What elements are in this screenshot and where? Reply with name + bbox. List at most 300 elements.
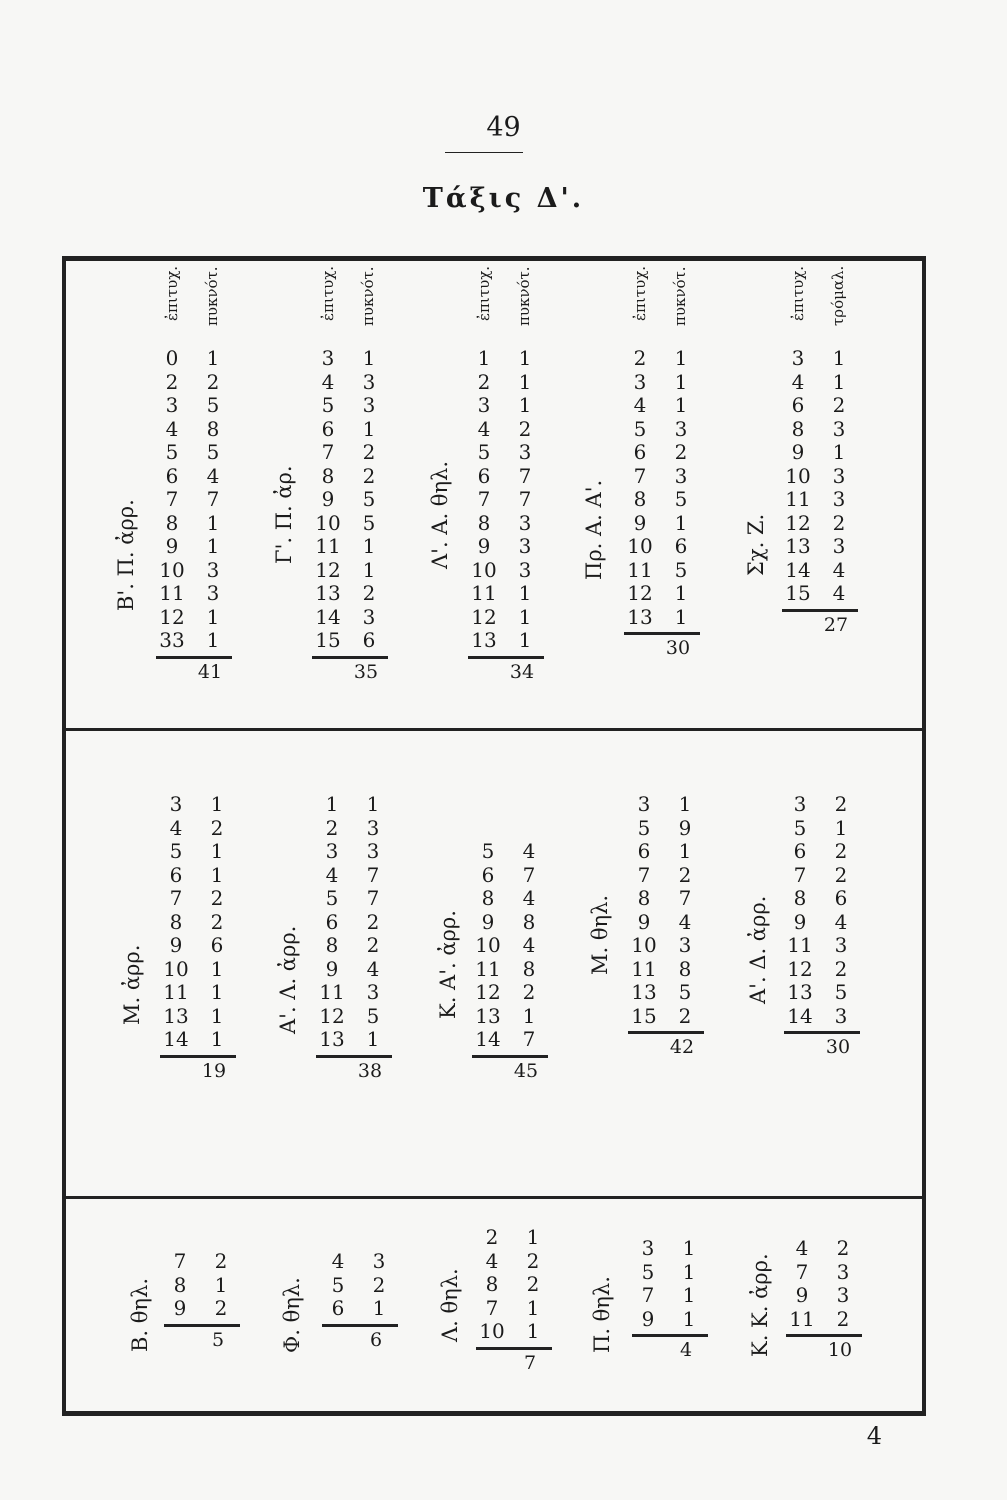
success-value: 9 bbox=[641, 1306, 655, 1331]
success-value: 13 bbox=[315, 581, 341, 605]
sum-value: 27 bbox=[823, 613, 849, 636]
success-value: 9 bbox=[793, 909, 807, 934]
density-value: 3 bbox=[362, 369, 376, 394]
density-value: 7 bbox=[366, 886, 380, 910]
success-value: 33 bbox=[159, 628, 185, 652]
density-value: 4 bbox=[834, 909, 848, 934]
success-value: 9 bbox=[321, 487, 335, 511]
sum-rule bbox=[322, 1324, 398, 1327]
page-number-rule bbox=[445, 152, 523, 153]
success-value: 12 bbox=[787, 956, 813, 981]
density-value: 1 bbox=[366, 1027, 380, 1051]
density-value: 1 bbox=[214, 1272, 228, 1297]
density-value: 2 bbox=[366, 909, 380, 934]
success-value: 5 bbox=[321, 393, 335, 417]
sum-value: 6 bbox=[369, 1328, 383, 1351]
header-density-3: πυκνότ. bbox=[515, 266, 533, 326]
density-value: 1 bbox=[678, 839, 692, 863]
success-value: 4 bbox=[325, 862, 339, 887]
success-value: 11 bbox=[475, 956, 501, 981]
success-value: 12 bbox=[627, 581, 653, 605]
success-value: 10 bbox=[471, 557, 497, 582]
success-value: 5 bbox=[641, 1259, 655, 1284]
success-value: 5 bbox=[165, 440, 179, 464]
density-value: 3 bbox=[366, 980, 380, 1004]
success-value: 14 bbox=[163, 1027, 189, 1051]
density-value: 1 bbox=[362, 557, 376, 582]
density-value: 3 bbox=[518, 510, 532, 535]
success-value: 10 bbox=[627, 534, 653, 558]
sum-value: 5 bbox=[211, 1328, 225, 1351]
density-value: 1 bbox=[518, 604, 532, 629]
density-value: 1 bbox=[682, 1306, 696, 1331]
group-name-g14: Π. θηλ. bbox=[590, 1276, 614, 1354]
success-value: 8 bbox=[793, 886, 807, 910]
density-value: 2 bbox=[210, 815, 224, 840]
success-value: 15 bbox=[631, 1003, 657, 1028]
sum-rule bbox=[160, 1055, 236, 1058]
density-value: 6 bbox=[834, 886, 848, 910]
sum-value: 4 bbox=[679, 1339, 693, 1361]
success-value: 3 bbox=[637, 792, 651, 816]
success-value: 8 bbox=[485, 1272, 499, 1296]
density-value: 1 bbox=[210, 956, 224, 981]
success-value: 11 bbox=[787, 933, 813, 957]
density-value: 3 bbox=[366, 815, 380, 840]
success-value: 14 bbox=[787, 1003, 813, 1028]
success-value: 13 bbox=[471, 628, 497, 652]
sum-value: 34 bbox=[509, 660, 535, 683]
success-value: 8 bbox=[165, 510, 179, 535]
density-value: 3 bbox=[832, 416, 846, 441]
success-value: 10 bbox=[159, 557, 185, 582]
success-value: 6 bbox=[477, 463, 491, 488]
density-value: 2 bbox=[210, 909, 224, 934]
group-name-g12: Φ. θηλ. bbox=[280, 1277, 304, 1353]
header-success-2: ἐπιτυχ. bbox=[319, 266, 337, 322]
density-value: 5 bbox=[206, 393, 220, 417]
density-value: 2 bbox=[834, 792, 848, 816]
group-name-g6: Μ. ἀρρ. bbox=[120, 944, 144, 1026]
success-value: 4 bbox=[791, 369, 805, 394]
density-value: 5 bbox=[834, 980, 848, 1004]
sum-rule bbox=[316, 1055, 392, 1058]
success-value: 6 bbox=[791, 393, 805, 417]
success-value: 5 bbox=[477, 440, 491, 464]
density-value: 7 bbox=[366, 862, 380, 887]
density-value: 1 bbox=[366, 792, 380, 816]
success-value: 14 bbox=[315, 604, 341, 629]
success-value: 3 bbox=[791, 346, 805, 370]
density-value: 1 bbox=[518, 581, 532, 605]
density-value: 1 bbox=[674, 581, 688, 605]
success-value: 4 bbox=[633, 393, 647, 417]
success-value: 5 bbox=[793, 815, 807, 840]
sum-value: 38 bbox=[357, 1059, 383, 1082]
success-value: 5 bbox=[481, 839, 495, 863]
density-value: 1 bbox=[210, 1003, 224, 1028]
success-value: 7 bbox=[641, 1283, 655, 1307]
density-value: 1 bbox=[674, 604, 688, 629]
success-value: 5 bbox=[331, 1272, 345, 1297]
success-value: 7 bbox=[321, 440, 335, 464]
sum-rule bbox=[164, 1324, 240, 1327]
density-value: 1 bbox=[362, 346, 376, 370]
success-value: 2 bbox=[165, 369, 179, 394]
group-name-g1: Β'. Π. ἀρρ. bbox=[114, 499, 138, 611]
density-value: 1 bbox=[362, 416, 376, 441]
success-value: 8 bbox=[325, 933, 339, 957]
success-value: 10 bbox=[479, 1319, 505, 1343]
density-value: 2 bbox=[362, 581, 376, 605]
density-value: 3 bbox=[518, 557, 532, 582]
density-value: 1 bbox=[210, 1027, 224, 1051]
success-value: 8 bbox=[637, 886, 651, 910]
density-value: 1 bbox=[206, 604, 220, 629]
density-value: 3 bbox=[674, 416, 688, 441]
success-value: 5 bbox=[325, 886, 339, 910]
density-value: 3 bbox=[678, 933, 692, 957]
sum-value: 35 bbox=[353, 660, 379, 683]
success-value: 11 bbox=[789, 1306, 815, 1331]
success-value: 7 bbox=[477, 487, 491, 511]
density-value: 3 bbox=[836, 1259, 850, 1284]
success-value: 12 bbox=[471, 604, 497, 629]
success-value: 1 bbox=[325, 792, 339, 816]
header-success-1: ἐπιτυχ. bbox=[163, 266, 181, 322]
success-value: 3 bbox=[321, 346, 335, 370]
success-value: 6 bbox=[331, 1296, 345, 1320]
success-value: 8 bbox=[481, 886, 495, 910]
success-value: 11 bbox=[627, 557, 653, 582]
success-value: 6 bbox=[481, 862, 495, 887]
density-value: 9 bbox=[678, 815, 692, 840]
density-value: 2 bbox=[526, 1272, 540, 1296]
sum-value: 19 bbox=[201, 1059, 227, 1082]
density-value: 7 bbox=[678, 886, 692, 910]
success-value: 5 bbox=[633, 416, 647, 441]
sum-rule bbox=[156, 656, 232, 659]
density-value: 1 bbox=[682, 1236, 696, 1260]
density-value: 2 bbox=[832, 393, 846, 417]
density-value: 5 bbox=[674, 557, 688, 582]
success-value: 2 bbox=[485, 1225, 499, 1249]
density-value: 1 bbox=[682, 1259, 696, 1284]
density-value: 7 bbox=[518, 463, 532, 488]
density-value: 3 bbox=[834, 1003, 848, 1028]
success-value: 3 bbox=[793, 792, 807, 816]
density-value: 1 bbox=[518, 393, 532, 417]
density-value: 6 bbox=[674, 534, 688, 558]
density-value: 3 bbox=[362, 393, 376, 417]
success-value: 4 bbox=[477, 416, 491, 441]
page-title: Τάξις Δ'. bbox=[422, 183, 585, 214]
success-value: 6 bbox=[633, 440, 647, 464]
density-value: 1 bbox=[206, 534, 220, 558]
success-value: 8 bbox=[169, 909, 183, 934]
density-value: 4 bbox=[206, 463, 220, 488]
success-value: 8 bbox=[173, 1272, 187, 1297]
density-value: 4 bbox=[678, 909, 692, 934]
sheet-number: 4 bbox=[866, 1422, 882, 1450]
success-value: 7 bbox=[633, 463, 647, 488]
density-value: 2 bbox=[522, 980, 536, 1004]
density-value: 3 bbox=[834, 933, 848, 957]
sum-rule bbox=[786, 1334, 862, 1337]
density-value: 3 bbox=[832, 463, 846, 488]
header-success-5: ἐπιτυχ. bbox=[789, 266, 807, 322]
density-value: 1 bbox=[210, 862, 224, 887]
success-value: 8 bbox=[633, 487, 647, 511]
density-value: 2 bbox=[214, 1249, 228, 1273]
density-value: 1 bbox=[674, 346, 688, 370]
success-value: 3 bbox=[633, 369, 647, 394]
sum-rule bbox=[476, 1347, 552, 1350]
group-name-g7: Α'. Λ. ἀρρ. bbox=[276, 925, 300, 1035]
density-value: 4 bbox=[522, 839, 536, 863]
success-value: 10 bbox=[631, 933, 657, 957]
density-value: 1 bbox=[210, 839, 224, 863]
density-value: 3 bbox=[832, 487, 846, 511]
density-value: 2 bbox=[526, 1248, 540, 1273]
density-value: 2 bbox=[362, 463, 376, 488]
density-value: 1 bbox=[206, 346, 220, 370]
density-value: 6 bbox=[362, 628, 376, 652]
sum-rule bbox=[624, 632, 700, 635]
density-value: 2 bbox=[674, 440, 688, 464]
group-name-g11: Β. θηλ. bbox=[128, 1278, 152, 1352]
success-value: 4 bbox=[485, 1248, 499, 1273]
density-value: 1 bbox=[206, 628, 220, 652]
sum-rule bbox=[782, 609, 858, 612]
density-value: 2 bbox=[366, 933, 380, 957]
group-name-g9: Μ. θηλ. bbox=[588, 894, 612, 976]
density-value: 2 bbox=[834, 839, 848, 863]
density-value: 5 bbox=[362, 487, 376, 511]
sum-rule bbox=[628, 1031, 704, 1034]
density-value: 3 bbox=[372, 1249, 386, 1273]
density-value: 1 bbox=[210, 792, 224, 816]
sum-rule bbox=[312, 656, 388, 659]
group-name-g2: Γ'. Π. ἀρ. bbox=[272, 465, 296, 565]
success-value: 13 bbox=[475, 1003, 501, 1028]
density-value: 5 bbox=[674, 487, 688, 511]
success-value: 11 bbox=[471, 581, 497, 605]
sum-value: 10 bbox=[827, 1339, 853, 1361]
success-value: 11 bbox=[315, 534, 341, 558]
group-name-g15: Κ. Κ. ἀρρ. bbox=[748, 1253, 772, 1357]
row-divider-2 bbox=[66, 1196, 922, 1199]
success-value: 11 bbox=[785, 487, 811, 511]
success-value: 10 bbox=[163, 956, 189, 981]
success-value: 9 bbox=[325, 956, 339, 981]
group-name-g10: Α'. Δ. ἀρρ. bbox=[746, 895, 770, 1005]
density-value: 1 bbox=[518, 628, 532, 652]
density-value: 2 bbox=[214, 1296, 228, 1320]
density-value: 2 bbox=[372, 1272, 386, 1297]
success-value: 2 bbox=[325, 815, 339, 840]
success-value: 13 bbox=[319, 1027, 345, 1051]
density-value: 8 bbox=[206, 416, 220, 441]
density-value: 8 bbox=[522, 909, 536, 934]
density-value: 1 bbox=[206, 510, 220, 535]
success-value: 10 bbox=[315, 510, 341, 535]
density-value: 3 bbox=[836, 1283, 850, 1307]
success-value: 4 bbox=[165, 416, 179, 441]
density-value: 2 bbox=[836, 1236, 850, 1260]
success-value: 6 bbox=[325, 909, 339, 934]
success-value: 13 bbox=[631, 980, 657, 1004]
density-value: 1 bbox=[674, 393, 688, 417]
success-value: 6 bbox=[321, 416, 335, 441]
sum-value: 30 bbox=[825, 1036, 851, 1058]
density-value: 1 bbox=[678, 792, 692, 816]
group-name-g5: Σχ. Ζ. bbox=[744, 513, 768, 577]
sum-value: 42 bbox=[669, 1036, 695, 1058]
density-value: 1 bbox=[518, 346, 532, 370]
density-value: 7 bbox=[522, 862, 536, 887]
success-value: 11 bbox=[163, 980, 189, 1004]
density-value: 1 bbox=[674, 510, 688, 535]
success-value: 11 bbox=[159, 581, 185, 605]
group-name-g8: Κ. Α'. ἀρρ. bbox=[436, 910, 460, 1020]
density-value: 1 bbox=[834, 815, 848, 840]
success-value: 12 bbox=[785, 510, 811, 535]
success-value: 6 bbox=[637, 839, 651, 863]
density-value: 3 bbox=[518, 440, 532, 464]
density-value: 4 bbox=[832, 557, 846, 582]
density-value: 4 bbox=[366, 956, 380, 981]
success-value: 9 bbox=[637, 909, 651, 934]
density-value: 3 bbox=[366, 839, 380, 863]
success-value: 6 bbox=[169, 862, 183, 887]
density-value: 7 bbox=[518, 487, 532, 511]
density-value: 6 bbox=[210, 933, 224, 957]
header-density-4: πυκνότ. bbox=[671, 266, 689, 326]
success-value: 7 bbox=[485, 1295, 499, 1320]
density-value: 1 bbox=[832, 346, 846, 370]
sum-value: 7 bbox=[523, 1351, 537, 1374]
density-value: 3 bbox=[206, 557, 220, 582]
density-value: 8 bbox=[678, 956, 692, 981]
success-value: 8 bbox=[791, 416, 805, 441]
density-value: 1 bbox=[832, 440, 846, 464]
density-value: 2 bbox=[518, 416, 532, 441]
sum-rule bbox=[632, 1334, 708, 1337]
success-value: 6 bbox=[793, 839, 807, 863]
density-value: 2 bbox=[362, 440, 376, 464]
success-value: 7 bbox=[795, 1259, 809, 1284]
density-value: 1 bbox=[518, 369, 532, 394]
header-density-5: τρόμαλ. bbox=[829, 266, 847, 327]
density-value: 7 bbox=[522, 1027, 536, 1051]
success-value: 12 bbox=[315, 557, 341, 582]
success-value: 2 bbox=[477, 369, 491, 394]
success-value: 9 bbox=[795, 1283, 809, 1307]
success-value: 5 bbox=[169, 839, 183, 863]
success-value: 15 bbox=[785, 581, 811, 605]
success-value: 4 bbox=[321, 369, 335, 394]
density-value: 2 bbox=[836, 1306, 850, 1331]
density-value: 1 bbox=[674, 369, 688, 394]
success-value: 12 bbox=[319, 1003, 345, 1028]
density-value: 5 bbox=[366, 1003, 380, 1028]
sum-rule bbox=[472, 1055, 548, 1058]
success-value: 9 bbox=[169, 933, 183, 957]
density-value: 1 bbox=[526, 1225, 540, 1249]
success-value: 3 bbox=[325, 839, 339, 863]
density-value: 3 bbox=[518, 534, 532, 558]
success-value: 8 bbox=[477, 510, 491, 535]
success-value: 13 bbox=[627, 604, 653, 629]
density-value: 2 bbox=[834, 956, 848, 981]
success-value: 9 bbox=[481, 909, 495, 934]
success-value: 12 bbox=[159, 604, 185, 629]
density-value: 1 bbox=[210, 980, 224, 1004]
density-value: 2 bbox=[834, 862, 848, 887]
success-value: 3 bbox=[169, 792, 183, 816]
success-value: 6 bbox=[165, 463, 179, 488]
success-value: 8 bbox=[321, 463, 335, 488]
row-divider-1 bbox=[66, 728, 922, 731]
success-value: 7 bbox=[173, 1249, 187, 1273]
sum-value: 41 bbox=[197, 660, 223, 683]
success-value: 0 bbox=[165, 346, 179, 370]
density-value: 3 bbox=[674, 463, 688, 488]
sum-rule bbox=[784, 1031, 860, 1034]
density-value: 1 bbox=[522, 1003, 536, 1028]
success-value: 4 bbox=[169, 815, 183, 840]
success-value: 7 bbox=[165, 487, 179, 511]
density-value: 7 bbox=[206, 487, 220, 511]
sum-rule bbox=[468, 656, 544, 659]
success-value: 7 bbox=[169, 886, 183, 910]
density-value: 2 bbox=[678, 1003, 692, 1028]
success-value: 9 bbox=[173, 1296, 187, 1320]
density-value: 1 bbox=[526, 1319, 540, 1343]
frame-bottom-rule bbox=[66, 1411, 922, 1416]
success-value: 10 bbox=[785, 463, 811, 488]
success-value: 4 bbox=[795, 1236, 809, 1260]
density-value: 5 bbox=[362, 510, 376, 535]
sum-value: 45 bbox=[513, 1059, 539, 1082]
sum-value: 30 bbox=[665, 637, 691, 659]
group-name-g4: Πρ. Α. Α'. bbox=[582, 479, 606, 581]
density-value: 2 bbox=[210, 886, 224, 910]
success-value: 12 bbox=[475, 980, 501, 1004]
density-value: 5 bbox=[678, 980, 692, 1004]
density-value: 2 bbox=[832, 510, 846, 535]
success-value: 7 bbox=[793, 862, 807, 887]
density-value: 3 bbox=[832, 534, 846, 558]
success-value: 13 bbox=[787, 980, 813, 1004]
density-value: 1 bbox=[832, 369, 846, 394]
success-value: 14 bbox=[475, 1027, 501, 1051]
success-value: 4 bbox=[331, 1249, 345, 1273]
density-value: 4 bbox=[522, 886, 536, 910]
success-value: 13 bbox=[163, 1003, 189, 1028]
frame-top-rule bbox=[66, 256, 922, 261]
success-value: 11 bbox=[319, 980, 345, 1004]
success-value: 7 bbox=[637, 862, 651, 887]
density-value: 5 bbox=[206, 440, 220, 464]
density-value: 1 bbox=[362, 534, 376, 558]
group-name-g3: Λ'. Α. θηλ. bbox=[428, 461, 452, 570]
density-value: 8 bbox=[522, 956, 536, 981]
header-success-3: ἐπιτυχ. bbox=[475, 266, 493, 322]
success-value: 5 bbox=[637, 815, 651, 840]
page-number: 49 bbox=[486, 112, 521, 143]
